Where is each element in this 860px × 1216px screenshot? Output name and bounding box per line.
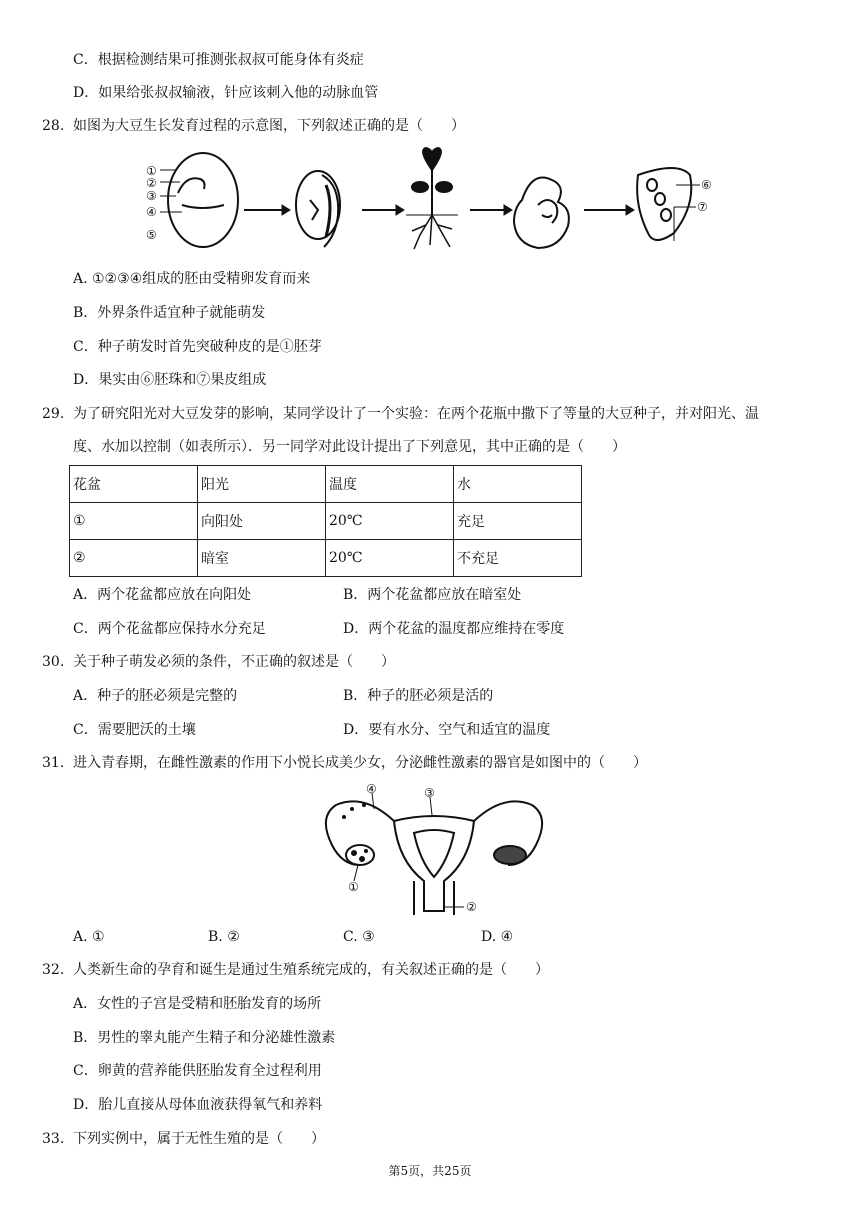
arrow-icon: [584, 205, 634, 215]
table-header-row: [70, 466, 582, 503]
arrow-icon: [244, 205, 290, 215]
table-cell: 20℃: [326, 540, 454, 577]
seed-figure: [160, 153, 238, 247]
table-cell: 暗室: [198, 540, 326, 577]
table-cell: ①: [70, 503, 198, 540]
table-header-cell: 水: [454, 466, 582, 503]
q30-stem: 关于种子萌发必须的条件，不正确的叙述是（ ）: [73, 654, 395, 670]
q28-label-3: ③: [146, 189, 157, 203]
flower-figure: [514, 178, 569, 249]
table-row: [70, 503, 582, 540]
q32-number: 32.: [42, 962, 65, 978]
bean-pod-figure: [637, 168, 700, 241]
q28-label-5: ⑤: [146, 228, 157, 242]
q33-number: 33.: [42, 1131, 65, 1147]
q29-stem-line1: 为了研究阳光对大豆发芽的影响，某同学设计了一个实验：在两个花瓶中撒下了等量的大豆种子，并对阳光、温: [73, 406, 759, 422]
q32-option-a: A．女性的子宫是受精和胚胎发育的场所: [73, 996, 322, 1012]
q32-stem: 人类新生命的孕育和诞生是通过生殖系统完成的，有关叙述正确的是（ ）: [73, 962, 549, 978]
q31-option-d: D. ④: [481, 929, 514, 945]
arrow-icon: [470, 205, 512, 215]
table-row: [70, 540, 582, 577]
table-cell: 20℃: [326, 503, 454, 540]
q31-label-4: ④: [366, 782, 377, 796]
arrow-icon: [362, 205, 404, 215]
q28-option-b: B．外界条件适宜种子就能萌发: [73, 305, 266, 321]
q29-table: [69, 465, 582, 577]
q30-option-a: A．种子的胚必须是完整的: [73, 688, 238, 704]
q33-stem: 下列实例中，属于无性生殖的是（ ）: [73, 1131, 325, 1147]
q30-option-c: C．需要肥沃的土壤: [73, 722, 196, 738]
seedling-figure: [406, 148, 458, 249]
q28-option-d: D．果实由⑥胚珠和⑦果皮组成: [73, 372, 267, 388]
q31-label-1: ①: [348, 880, 359, 894]
page-footer: 第5页，共25页: [388, 1164, 472, 1178]
q32-option-c: C．卵黄的营养能供胚胎发育全过程利用: [73, 1063, 322, 1079]
q28-stem: 如图为大豆生长发育过程的示意图，下列叙述正确的是（ ）: [73, 118, 465, 134]
q27-option-d: D．如果给张叔叔输液，针应该刺入他的动脉血管: [73, 85, 379, 101]
q30-number: 30.: [42, 654, 65, 670]
q30-option-b: B．种子的胚必须是活的: [343, 688, 494, 704]
q31-option-b: B. ②: [208, 929, 240, 945]
q31-option-c: C. ③: [343, 929, 375, 945]
germinating-seed-figure: [296, 171, 340, 247]
q29-number: 29.: [42, 406, 65, 422]
q32-option-b: B．男性的睾丸能产生精子和分泌雄性激素: [73, 1030, 336, 1046]
q28-label-1: ①: [146, 164, 157, 178]
table-cell: 充足: [454, 503, 582, 540]
table-cell: 不充足: [454, 540, 582, 577]
q31-label-2: ②: [466, 900, 477, 914]
q29-option-c: C．两个花盆都应保持水分充足: [73, 621, 266, 637]
q31-stem: 进入青春期，在雌性激素的作用下小悦长成美少女，分泌雌性激素的器官是如图中的（ ）: [73, 755, 647, 771]
q31-label-3: ③: [424, 786, 435, 800]
q28-option-a: A. ①②③④组成的胚由受精卵发育而来: [73, 271, 311, 287]
q31-number: 31.: [42, 755, 65, 771]
q28-label-6: ⑥: [701, 178, 712, 192]
q28-label-4: ④: [146, 205, 157, 219]
q28-option-c: C．种子萌发时首先突破种皮的是①胚芽: [73, 339, 322, 355]
table-header-cell: 温度: [326, 466, 454, 503]
q30-option-d: D．要有水分、空气和适宜的温度: [343, 722, 551, 738]
soybean-growth-diagram: [140, 145, 720, 257]
q29-option-a: A．两个花盆都应放在向阳处: [73, 587, 252, 603]
q29-stem-line2: 度、水加以控制（如表所示）．另一同学对此设计提出了下列意见，其中正确的是（ ）: [73, 439, 626, 455]
table-header-cell: 阳光: [198, 466, 326, 503]
female-reproductive-system-diagram: [314, 781, 554, 921]
table-cell: 向阳处: [198, 503, 326, 540]
q28-label-7: ⑦: [697, 200, 708, 214]
q32-option-d: D．胎儿直接从母体血液获得氧气和养料: [73, 1097, 323, 1113]
table-cell: ②: [70, 540, 198, 577]
q29-option-b: B．两个花盆都应放在暗室处: [343, 587, 522, 603]
q28-label-2: ②: [146, 176, 157, 190]
q31-option-a: A. ①: [73, 929, 105, 945]
q28-number: 28.: [42, 118, 65, 134]
q29-option-d: D．两个花盆的温度都应维持在零度: [343, 621, 565, 637]
q27-option-c: C．根据检测结果可推测张叔叔可能身体有炎症: [73, 52, 364, 68]
table-header-cell: 花盆: [70, 466, 198, 503]
